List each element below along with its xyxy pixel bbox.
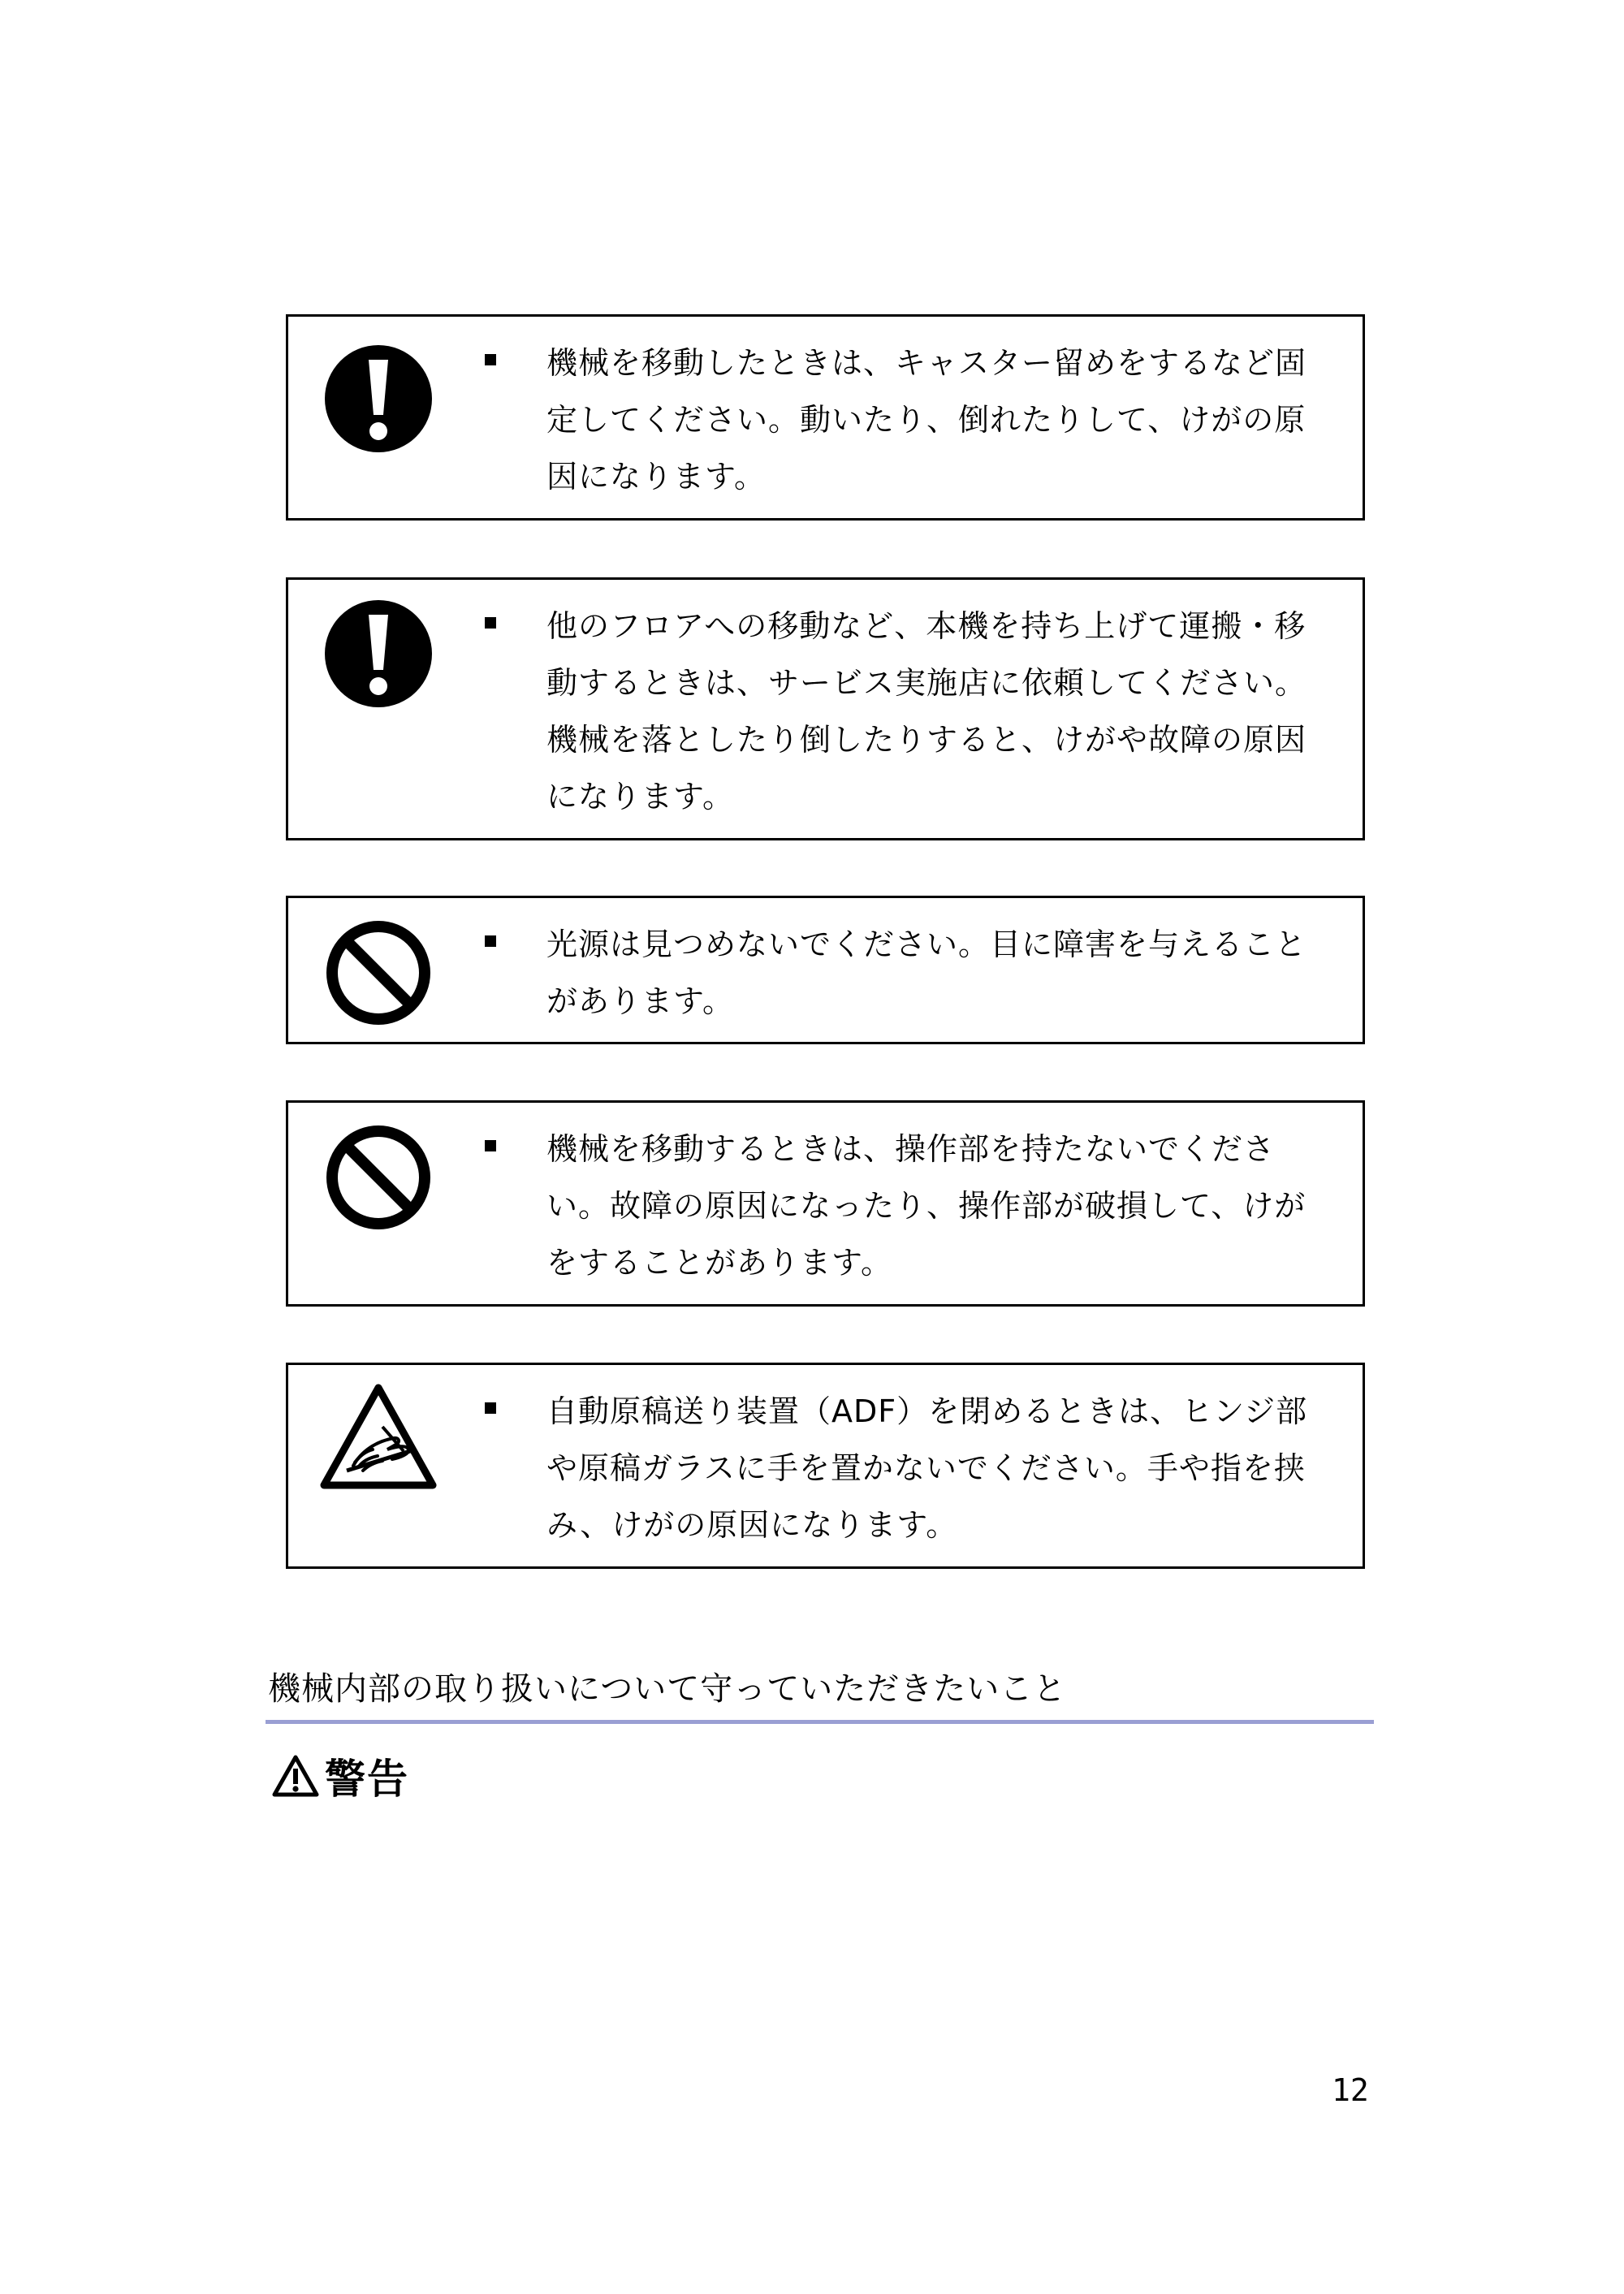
warning-label: 警告 xyxy=(325,1756,409,1803)
bullet-marker xyxy=(485,1402,496,1414)
warning-heading xyxy=(271,1748,409,1804)
mandatory-action-icon xyxy=(323,343,434,454)
notice-text: 機械を移動するときは、操作部を持たないでくださ い。故障の原因になったり、操作部が破損して、けが をすることがあります。 xyxy=(546,1131,1307,1281)
bullet-marker xyxy=(485,617,496,629)
page-number: 12 xyxy=(1332,2072,1369,2108)
prohibition-icon xyxy=(323,1122,434,1233)
notice-text: 他のフロアへの移動など、本機を持ち上げて運搬・移 動するときは、サービス実施店に依頼してください。 機械を落としたり倒したりすると、けがや故障の原因 になります。 xyxy=(546,608,1307,814)
section-divider xyxy=(266,1720,1374,1724)
prohibition-icon xyxy=(323,918,434,1028)
section-heading: 機械内部の取り扱いについて守っていただきたいこと xyxy=(268,1670,1067,1708)
bullet-marker xyxy=(485,354,496,365)
notice-text: 光源は見つめないでください。目に障害を与えること があります。 xyxy=(546,927,1307,1019)
notice-text: 機械を移動したときは、キャスター留めをするなど固 定してください。動いたり、倒れたりして、けがの原 因になります。 xyxy=(546,345,1307,495)
safety-notice-4 xyxy=(286,1100,1365,1307)
safety-notice-5 xyxy=(286,1363,1365,1569)
safety-notice-3 xyxy=(286,896,1365,1044)
safety-notice-1 xyxy=(286,314,1365,521)
hand-pinch-caution-icon xyxy=(319,1381,438,1495)
warning-triangle-icon xyxy=(271,1754,320,1798)
safety-notice-2 xyxy=(286,577,1365,840)
bullet-marker xyxy=(485,1140,496,1151)
bullet-marker xyxy=(485,935,496,947)
notice-text: 自動原稿送り装置（ADF）を閉めるときは、ヒンジ部 や原稿ガラスに手を置かないでください。手や指を挟 み、けがの原因になります。 xyxy=(546,1393,1308,1543)
mandatory-action-icon xyxy=(323,598,434,709)
